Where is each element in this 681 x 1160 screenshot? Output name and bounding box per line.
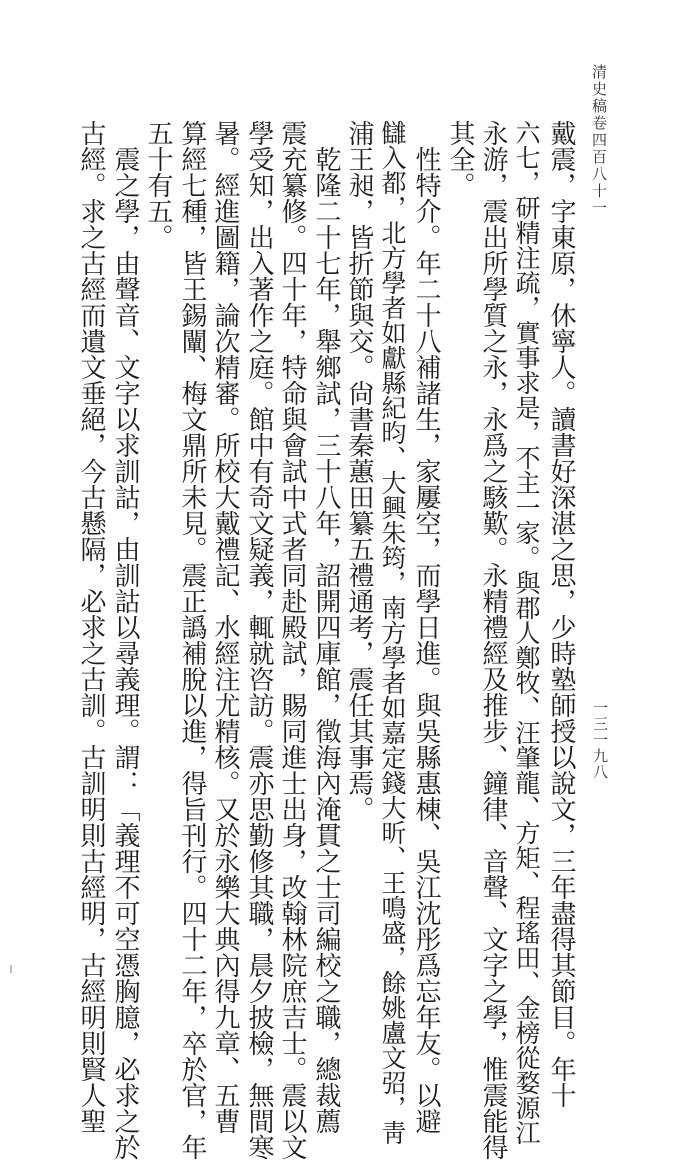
text-column-9: 震充纂修。四十年，特命與會試中式者同赴殿試，賜同進士出身，改翰林院庶吉士。震以文: [277, 120, 307, 1160]
running-header-title: 清史稿卷四百八十一: [590, 64, 608, 217]
text-column-12: 算經七種，皆王錫闡、梅文鼎所未見。震正譌補脫以進，得旨刊行。四十二年，卒於官，年: [177, 120, 207, 1160]
text-column-15: 古經。求之古經而遺文垂絕，今古懸隔，必求之古訓。古訓明則古經明，古經明則賢人聖: [76, 120, 106, 1134]
page-number: 一三一九八: [591, 700, 609, 780]
text-column-2: 六七，研精注疏，實事求是，不主一家。與郡人鄭牧、汪肇龍、方矩、程瑤田、金榜從婺源江: [512, 120, 541, 1145]
text-column-7: 浦王昶，皆折節與交。尙書秦蕙田纂五禮通考，震任其事焉。: [344, 120, 374, 822]
text-column-5: 性特介。年二十八補諸生，家屢空，而學日進。與吳縣惠棟、吳江沈彤爲忘年友。以避: [411, 146, 441, 1134]
text-column-4: 其全。: [445, 120, 475, 198]
text-column-1: 戴震，字東原，休寧人。讀書好深湛之思，少時塾師授以說文，三年盡得其節目。年十: [546, 120, 576, 1108]
text-column-14: 震之學，由聲音、文字以求訓詁，由訓詁以尋義理。謂：「義理不可空憑胸臆，必求之於: [110, 146, 140, 1160]
margin-mark: [10, 965, 12, 973]
text-column-6: 讎入都，北方學者如獻縣紀昀、大興朱筠，南方學者如嘉定錢大昕、王鳴盛，餘姚盧文弨，靑: [378, 120, 407, 1145]
text-column-11: 暑。經進圖籍，論次精審。所校大戴禮記、水經注尤精核。又於永樂大典內得九章、五曹: [210, 120, 240, 1134]
text-column-8: 乾隆二十七年，舉鄉試，三十八年，詔開四庫館，徵海內淹貫之士司編校之職，總裁薦: [311, 146, 341, 1134]
text-column-3: 永游，震出所學質之永，永爲之駭歎。永精禮經及推步、鐘律、音聲、文字之學，惟震能得: [478, 120, 508, 1160]
text-column-10: 學受知，出入著作之庭。館中有奇文疑義，輒就咨訪。震亦思勤修其職，晨夕披檢，無間寒: [244, 120, 274, 1160]
text-column-13: 五十有五。: [143, 120, 173, 250]
